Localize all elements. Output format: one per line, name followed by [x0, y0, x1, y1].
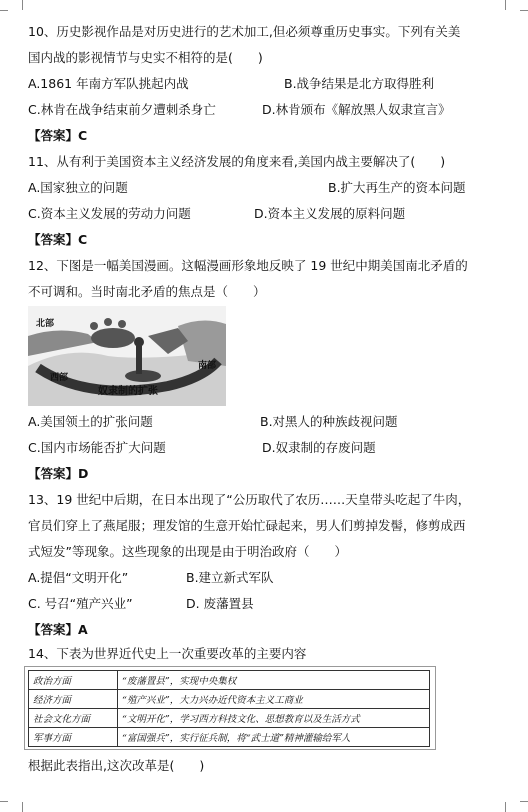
q13-stem-line3: 式短发”等现象。这些现象的出现是由于明治政府（ ） — [28, 544, 347, 559]
q13-option-a: A.提倡“文明开化” — [28, 570, 129, 585]
reform-table — [28, 670, 430, 747]
table-cell-content: “文明开化”，学习西方科技文化、思想教育以及生活方式 — [118, 709, 430, 728]
q13-stem-line1: 13、19 世纪中后期，在日本出现了“公历取代了农历……天皇带头吃起了牛肉， — [28, 492, 471, 507]
q11-option-c: C.资本主义发展的劳动力问题 — [28, 206, 191, 221]
q10-option-c: C.林肯在战争结束前夕遭刺杀身亡 — [28, 102, 216, 117]
crop-mark-top-right — [505, 0, 520, 10]
q14-followup: 根据此表指出,这次改革是( ) — [28, 758, 205, 773]
q11-stem: 11、从有利于美国资本主义经济发展的角度来看,美国内战主要解决了( ) — [28, 154, 446, 169]
q11-option-a: A.国家独立的问题 — [28, 180, 128, 195]
crop-mark-bottom-right — [520, 801, 528, 802]
q13-option-b: B.建立新式军队 — [186, 570, 274, 585]
table-row — [29, 728, 430, 747]
cartoon-label-north: 北部 — [36, 319, 55, 329]
q12-stem-line2: 不可调和。当时南北矛盾的焦点是（ ） — [28, 284, 266, 299]
q11-option-d: D.资本主义发展的原料问题 — [254, 206, 406, 221]
q10-stem-line2: 国内战的影视情节与史实不相符的是( ) — [28, 50, 263, 65]
q12-option-b: B.对黑人的种族歧视问题 — [260, 414, 398, 429]
q10-stem-line1: 10、历史影视作品是对历史进行的艺术加工,但必须尊重历史事实。下列有关美 — [28, 24, 461, 39]
table-cell-content: “富国强兵”，实行征兵制，将“武士道”精神灌输给军人 — [118, 728, 430, 747]
cartoon-label-south: 南部 — [198, 361, 217, 371]
table-cell-aspect: 经济方面 — [29, 690, 118, 709]
crop-mark-top-left — [8, 0, 23, 10]
cartoon-label-west: 西部 — [50, 373, 69, 383]
crop-mark-bottom-left — [8, 802, 23, 812]
q10-option-b: B.战争结果是北方取得胜利 — [284, 76, 435, 91]
table-cell-content: “废藩置县”，实现中央集权 — [118, 671, 430, 690]
q12-option-c: C.国内市场能否扩大问题 — [28, 440, 166, 455]
table-cell-content: “殖产兴业”，大力兴办近代资本主义工商业 — [118, 690, 430, 709]
q11-option-b: B.扩大再生产的资本问题 — [328, 180, 466, 195]
q12-answer: 【答案】D — [28, 466, 89, 481]
table-row — [29, 671, 430, 690]
cartoon-label-banner: 奴隶制的扩张 — [98, 386, 158, 397]
q11-answer: 【答案】C — [28, 232, 88, 247]
us-cartoon-image — [28, 306, 226, 406]
table-row — [29, 690, 430, 709]
q13-stem-line2: 官员们穿上了燕尾服；理发馆的生意开始忙碌起来，男人们剪掉发髻，修剪成西 — [28, 518, 466, 533]
table-cell-aspect: 社会文化方面 — [29, 709, 118, 728]
q10-option-d: D.林肯颁布《解放黑人奴隶宣言》 — [262, 102, 451, 117]
q12-option-d: D.奴隶制的存废问题 — [262, 440, 376, 455]
q10-answer: 【答案】C — [28, 128, 88, 143]
q13-answer: 【答案】A — [28, 622, 88, 637]
table-cell-aspect: 军事方面 — [29, 728, 118, 747]
crop-mark-bottom-right — [505, 802, 520, 812]
table-row — [29, 709, 430, 728]
q14-stem: 14、下表为世界近代史上一次重要改革的主要内容 — [28, 646, 307, 661]
crop-mark-top-left — [0, 10, 8, 11]
table-cell-aspect: 政治方面 — [29, 671, 118, 690]
q13-option-c: C. 号召“殖产兴业” — [28, 596, 133, 611]
q12-option-a: A.美国领土的扩张问题 — [28, 414, 153, 429]
q10-option-a: A.1861 年南方军队挑起内战 — [28, 76, 189, 91]
crop-mark-top-right — [520, 10, 528, 11]
q13-option-d: D. 废藩置县 — [186, 596, 254, 611]
crop-mark-bottom-left — [0, 801, 8, 802]
q12-stem-line1: 12、下图是一幅美国漫画。这幅漫画形象地反映了 19 世纪中期美国南北矛盾的 — [28, 258, 468, 273]
